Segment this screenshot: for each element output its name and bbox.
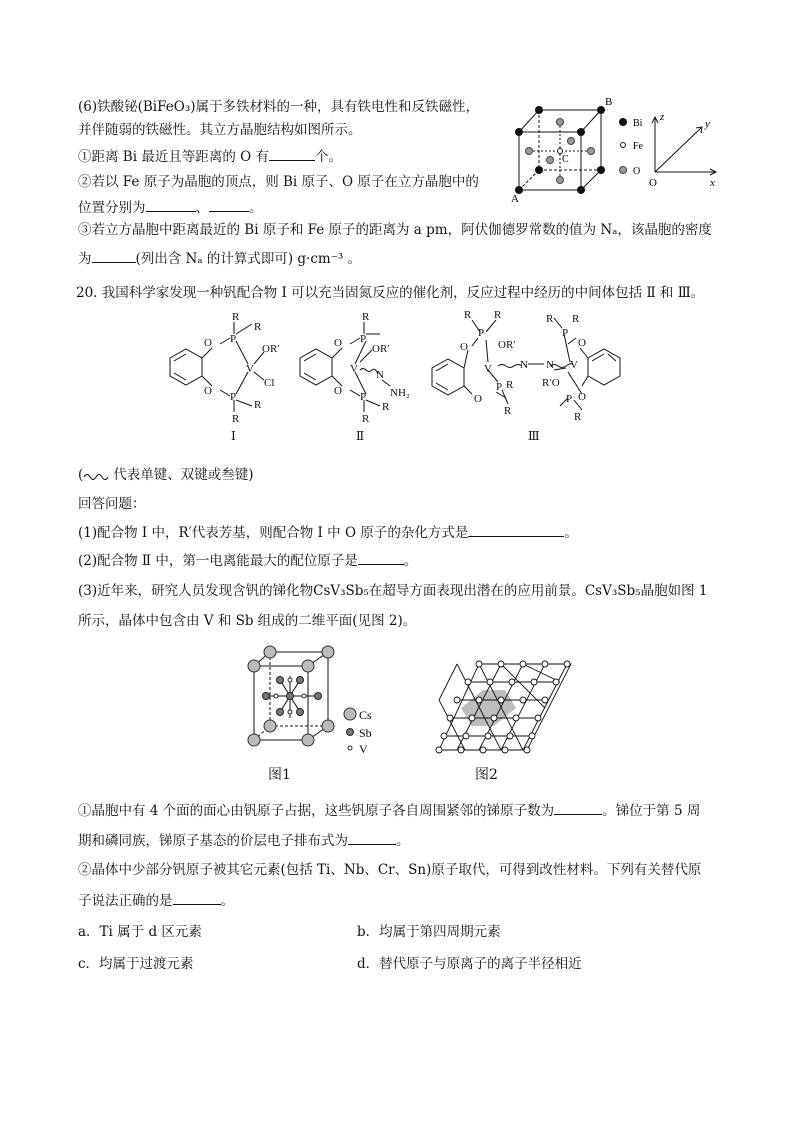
q19-line-6: ③若立方晶胞中距离最近的 Bi 原子和 Fe 原子的距离为 a pm，阿伏伽德罗常数的值为 Nₐ，该晶胞的密度 [78, 222, 712, 238]
answer-blank-19-1[interactable] [269, 146, 315, 161]
option-a[interactable]: a．Ti 属于 d 区元素 [78, 924, 202, 940]
wavy-note-text: 代表单键、双键或叁键) [113, 467, 254, 483]
structure-atom-labels [204, 309, 586, 425]
atom-o: O [204, 337, 212, 349]
group-r: R [382, 401, 390, 413]
q20-sub1-line1 [78, 800, 700, 821]
q19-line-1: (6)铁酸铋(BiFeO₃)属于多铁材料的一种，具有铁电性和反铁磁性， [78, 99, 479, 115]
legend-o-marker [620, 167, 627, 174]
q19-sub3-tail: (列出含 Nₐ 的计算式即可) g·cm⁻³ 。 [135, 251, 362, 267]
figure-2-caption: 图2 [475, 767, 498, 783]
atom-v: V [350, 363, 358, 375]
q20-sub1-text2: 期和磷同族，锑原子基态的价层电子排布式为 [78, 833, 348, 849]
q20-part1-tail: 。 [564, 525, 578, 541]
atom-n: N [546, 359, 554, 371]
vanadium-complex-structures [150, 306, 650, 446]
answer-blank-20-2[interactable] [358, 550, 404, 565]
q20-part2-tail: 。 [403, 553, 418, 569]
answer-blank-20-1[interactable] [468, 522, 564, 537]
q19-sub3-text: 为 [78, 251, 92, 267]
q20-sub1-line2 [78, 830, 410, 851]
q20-part2 [78, 550, 417, 571]
fe-center-atom [558, 149, 563, 154]
group-r: R [504, 405, 512, 417]
q20-intro: 20. 我国科学家发现一种钒配合物 Ⅰ 可以充当固氮反应的催化剂，反应过程中经历的中间体包括 Ⅱ 和 Ⅲ。 [76, 285, 705, 301]
q19-line-4: ②若以 Fe 原子为晶胞的顶点，则 Bi 原子、O 原子在立方晶胞中的 [78, 174, 479, 190]
legend-v: V [359, 742, 368, 756]
answer-blank-19-3[interactable] [92, 248, 136, 263]
structure-label-iii: Ⅲ [528, 429, 540, 443]
atom-n: N [376, 369, 384, 381]
wavy-bond-note [78, 465, 254, 485]
axis-y-label: y [705, 118, 710, 130]
corner-label-b: B [605, 96, 613, 108]
group-r: R [546, 313, 554, 325]
figure-1-caption: 图1 [268, 767, 291, 783]
group-r: R [362, 311, 370, 323]
q20-sub2-line2 [78, 890, 234, 911]
legend-fe-marker [621, 143, 626, 148]
atom-p: P [360, 333, 367, 345]
q20-part3-line2: 所示，晶体中包含由 V 和 Sb 组成的二维平面(见图 2)。 [78, 613, 417, 629]
group-or1: OR′ [372, 343, 390, 355]
group-r: R [574, 411, 582, 423]
atom-n: N [520, 359, 528, 371]
atom-p: P [478, 327, 485, 339]
atom-p: P [562, 327, 569, 339]
answer-blank-20-3b[interactable] [348, 830, 396, 845]
atom-o: O [578, 337, 586, 349]
atom-p: P [230, 333, 237, 345]
axis-z-label: z [660, 111, 665, 123]
group-nh2: NH₂ [390, 387, 410, 399]
q20-sub1-tail2: 。 [396, 833, 410, 849]
legend-sb: Sb [359, 726, 372, 740]
atom-v: V [484, 363, 492, 375]
group-r: R [572, 313, 580, 325]
figure-2-plane [435, 660, 575, 755]
group-r: R [464, 309, 472, 321]
atom-o: O [474, 393, 482, 405]
legend-bi: Bi [633, 118, 643, 129]
structure-ii [300, 322, 390, 412]
q20-part2-text: (2)配合物 Ⅱ 中，第一电离能最大的配位原子是 [78, 553, 358, 569]
structure-label-i: Ⅰ [231, 429, 236, 443]
atom-o: O [460, 341, 468, 353]
note-paren: ( [78, 467, 84, 483]
q19-sub2-tail: 。 [249, 200, 263, 216]
q19-line-3 [78, 146, 342, 167]
group-r: R [494, 309, 502, 321]
legend-o: O [633, 166, 641, 177]
corner-label-a: A [511, 193, 519, 204]
q19-sub1-text: ①距离 Bi 最近且等距离的 O 有 [78, 149, 269, 165]
atom-p: P [566, 393, 573, 405]
group-r: R [506, 379, 514, 391]
answer-blank-19-2a[interactable] [146, 197, 196, 212]
answer-blank-20-3c[interactable] [173, 890, 221, 905]
group-or1: OR′ [498, 339, 516, 351]
axis-origin-label: O [649, 177, 657, 189]
legend-cs-marker [344, 708, 356, 720]
atom-o: O [334, 385, 342, 397]
atom-o: O [578, 391, 586, 403]
q20-part1 [78, 522, 578, 543]
group-or1: OR′ [262, 343, 280, 355]
group-r: R [362, 413, 370, 425]
q19-sub2-sep: 、 [195, 200, 209, 216]
q20-sub1-text: ①晶胞中有 4 个面的面心由钒原子占据，这些钒原子各自周围紧邻的锑原子数为 [78, 803, 555, 819]
atom-p: P [230, 391, 237, 403]
group-r: R [232, 311, 240, 323]
option-d[interactable]: d．替代原子与原离子的离子半径相近 [357, 956, 582, 972]
group-r: R [254, 399, 262, 411]
q19-sub1-tail: 个。 [314, 149, 342, 165]
answer-blank-20-3a[interactable] [554, 800, 602, 815]
q19-line-7 [78, 248, 361, 269]
wavy-bond-icon [83, 471, 113, 481]
option-c[interactable]: c．均属于过渡元素 [78, 956, 194, 972]
structure-label-ii: Ⅱ [356, 429, 365, 443]
atom-p: P [360, 391, 367, 403]
legend-cs: Cs [359, 708, 372, 722]
group-r: R [232, 413, 240, 425]
atom-p: P [496, 381, 503, 393]
q20-sub1-tail: 。锑位于第 5 周 [602, 803, 701, 819]
legend-sb-marker [347, 729, 354, 736]
atom-o: O [334, 337, 342, 349]
center-label-c: C [562, 154, 569, 165]
bifeo3-cell-figure [505, 92, 735, 204]
atom-v: V [246, 363, 254, 375]
answer-blank-19-2b[interactable] [209, 197, 249, 212]
legend-bi-marker [619, 118, 627, 126]
axis-x-label: x [710, 177, 715, 189]
q19-line-5 [78, 197, 263, 218]
q20-sub2-text: 子说法正确的是 [78, 893, 173, 909]
group-r1o: R′O [542, 377, 560, 389]
atom-o: O [204, 385, 212, 397]
q19-line-2: 并伴随弱的铁磁性。其立方晶胞结构如图所示。 [78, 122, 362, 138]
atom-cl: Cl [264, 377, 275, 389]
option-b[interactable]: b．均属于第四周期元素 [357, 924, 501, 940]
q20-part3-line1: (3)近年来，研究人员发现含钒的锑化物CsV₃Sb₅在超导方面表现出潜在的应用前景。CsV₃Sb₅晶胞如图 1 [78, 583, 708, 599]
q19-sub2-text: 位置分别为 [78, 200, 146, 216]
q20-sub2-tail: 。 [220, 893, 234, 909]
atom-v: V [570, 359, 578, 371]
legend-fe: Fe [633, 141, 643, 152]
legend-v-marker [348, 746, 352, 750]
group-r: R [254, 321, 262, 333]
figure-1-cell [240, 640, 400, 760]
answer-prompt: 回答问题： [78, 496, 146, 512]
q20-sub2-line1: ②晶体中少部分钒原子被其它元素(包括 Ti、Nb、Cr、Sn)原子取代，可得到改性材料。下列有关替代原 [78, 862, 702, 878]
q20-part1-text: (1)配合物 Ⅰ 中，R′代表芳基，则配合物 I 中 O 原子的杂化方式是 [78, 525, 469, 541]
